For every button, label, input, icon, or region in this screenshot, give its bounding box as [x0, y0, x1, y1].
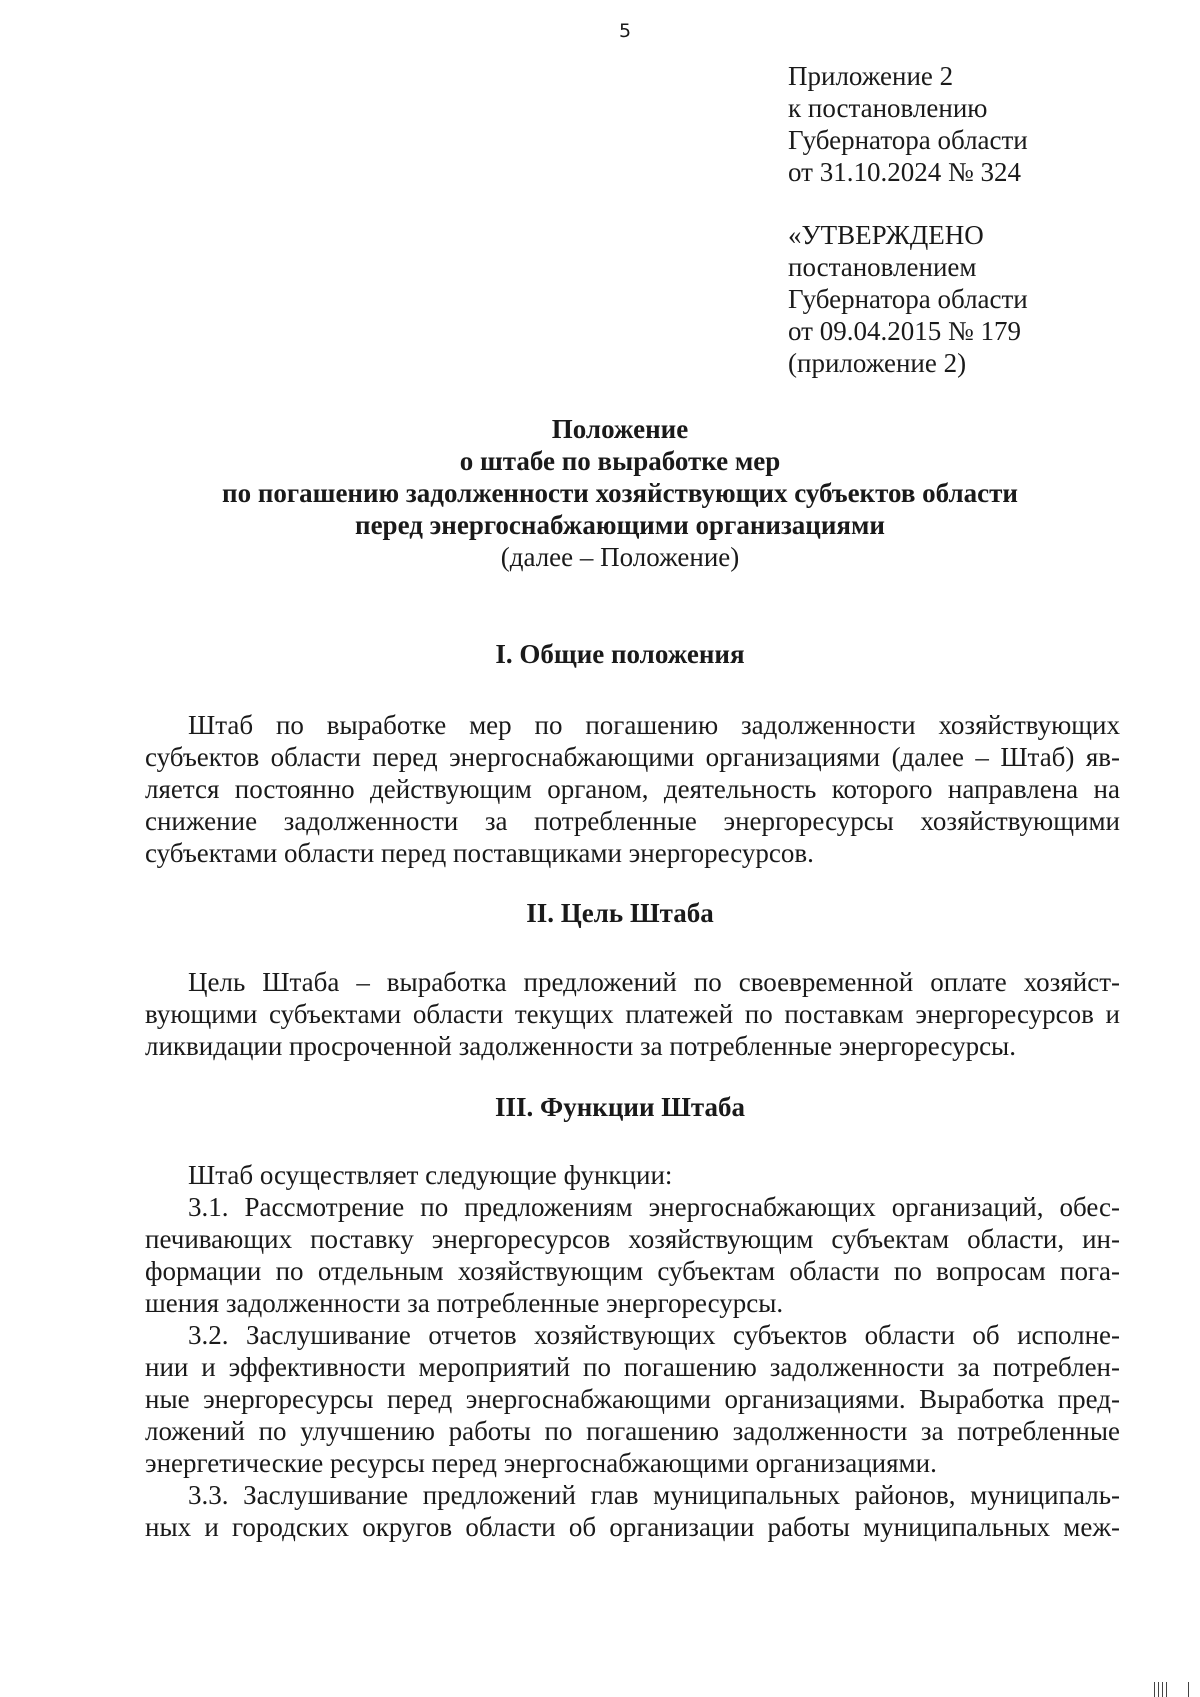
section-general-body [145, 709, 1120, 869]
section-functions-body [145, 1159, 1120, 1543]
paragraph-line: формации по отдельным хозяйствующим субъектам области по вопросам пога- [145, 1256, 1120, 1286]
paragraph-line: шения задолженности за потребленные энергоресурсы. [145, 1288, 784, 1318]
approval-line: «УТВЕРЖДЕНО [788, 220, 984, 250]
appendix-line: от 31.10.2024 № 324 [788, 157, 1021, 187]
paragraph-line: 3.1. Рассмотрение по предложениям энергоснабжающих организаций, обес- [188, 1192, 1120, 1222]
appendix-line: Губернатора области [788, 125, 1028, 155]
title-line: перед энергоснабжающими организациями [355, 510, 885, 540]
approval-line: (приложение 2) [788, 348, 967, 378]
section-heading-goal: II. Цель Штаба [526, 898, 714, 928]
paragraph-line: нии и эффективности мероприятий по погашению задолженности за потреблен- [145, 1352, 1120, 1382]
section-goal-body [145, 966, 1120, 1062]
paragraph-line: ных и городских округов области об организации работы муниципальных меж- [145, 1512, 1120, 1542]
paragraph-line: Штаб по выработке мер по погашению задолженности хозяйствующих [188, 710, 1120, 740]
title-line: о штабе по выработке мер [459, 446, 781, 476]
appendix-reference [788, 60, 1028, 188]
paragraph-line: субъектами области перед поставщиками энергоресурсов. [145, 838, 814, 868]
approval-line: постановлением [788, 252, 977, 282]
document-title [145, 413, 1095, 573]
paragraph-line: 3.2. Заслушивание отчетов хозяйствующих субъектов области об исполне- [188, 1320, 1120, 1350]
section-heading-functions: III. Функции Штаба [495, 1092, 745, 1122]
approval-line: Губернатора области [788, 284, 1028, 314]
paragraph-line: ляется постоянно действующим органом, деятельность которого направлена на [145, 774, 1120, 804]
title-line: Положение [551, 414, 689, 444]
section-heading-general: I. Общие положения [495, 639, 745, 669]
paragraph-line: печивающих поставку энергоресурсов хозяйствующим субъектам области, ин- [145, 1224, 1120, 1254]
paragraph-line: Цель Штаба – выработка предложений по своевременной оплате хозяйст- [188, 967, 1120, 997]
paragraph-line: ликвидации просроченной задолженности за потребленные энергоресурсы. [145, 1031, 1016, 1061]
paragraph-line: Штаб осуществляет следующие функции: [188, 1160, 673, 1190]
page-number: 5 [618, 20, 632, 42]
approval-line: от 09.04.2015 № 179 [788, 316, 1021, 346]
paragraph-line: энергетические ресурсы перед энергоснабжающими организациями. [145, 1448, 937, 1478]
paragraph-line: субъектов области перед энергоснабжающими организациями (далее – Штаб) яв- [145, 742, 1120, 772]
appendix-line: Приложение 2 [788, 61, 954, 91]
title-subtitle: (далее – Положение) [500, 542, 740, 572]
paragraph-line: 3.3. Заслушивание предложений глав муниципальных районов, муниципаль- [188, 1480, 1120, 1510]
approval-stamp-text [788, 219, 1028, 379]
scan-artifact-marks [1152, 1682, 1192, 1697]
appendix-line: к постановлению [788, 93, 988, 123]
paragraph-line: снижение задолженности за потребленные энергоресурсы хозяйствующими [145, 806, 1120, 836]
paragraph-line: ложений по улучшению работы по погашению задолженности за потребленные [145, 1416, 1120, 1446]
paragraph-line: вующими субъектами области текущих платежей по поставкам энергоресурсов и [145, 999, 1120, 1029]
title-line: по погашению задолженности хозяйствующих субъектов области [222, 478, 1018, 508]
paragraph-line: ные энергоресурсы перед энергоснабжающими организациями. Выработка пред- [145, 1384, 1120, 1414]
